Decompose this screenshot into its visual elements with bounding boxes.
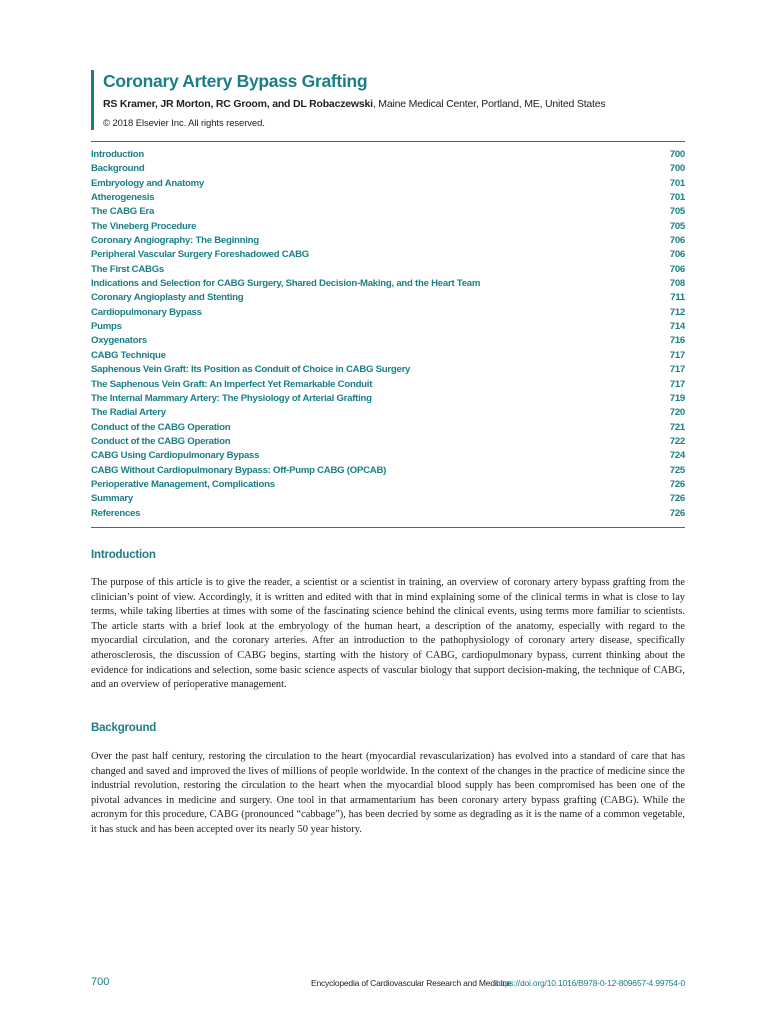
toc-entry-label: Introduction: [91, 149, 144, 160]
table-of-contents: [91, 148, 685, 521]
toc-entry[interactable]: [91, 320, 685, 334]
toc-entry[interactable]: [91, 234, 685, 248]
toc-entry-label: Oxygenators: [91, 335, 147, 347]
toc-entry-page: 726: [669, 507, 685, 519]
toc-entry-label: The CABG Era: [91, 206, 155, 218]
copyright-notice: © 2018 Elsevier Inc. All rights reserved.: [103, 118, 265, 129]
toc-entry[interactable]: [91, 392, 685, 406]
toc-entry[interactable]: [91, 507, 685, 521]
article-header: [91, 70, 703, 130]
toc-entry-label: Atherogenesis: [91, 192, 155, 204]
toc-entry[interactable]: [91, 464, 685, 478]
toc-entry-page: 717: [669, 364, 685, 376]
author-names: RS Kramer, JR Morton, RC Groom, and DL Robaczewski: [103, 98, 373, 110]
toc-entry-label: Peripheral Vascular Surgery Foreshadowed CABG: [91, 249, 310, 261]
toc-entry-page: 712: [669, 306, 685, 318]
toc-entry-label: Embryology and Anatomy: [91, 177, 205, 189]
toc-entry-page: 724: [669, 450, 685, 462]
toc-entry-label: The Radial Artery: [91, 407, 166, 419]
toc-entry-label: Conduct of the CABG Operation: [91, 435, 231, 447]
toc-entry[interactable]: [91, 406, 685, 420]
toc-entry[interactable]: [91, 177, 685, 191]
toc-entry-label: Saphenous Vein Graft: Its Position as Conduit of Choice in CABG Surgery: [91, 364, 411, 376]
toc-entry-label: The Vineberg Procedure: [91, 220, 197, 232]
toc-entry-label: The Saphenous Vein Graft: An Imperfect Yet Remarkable Conduit: [91, 378, 373, 390]
toc-entry[interactable]: [91, 277, 685, 291]
toc-entry[interactable]: [91, 248, 685, 262]
section-heading-introduction: Introduction: [91, 549, 156, 561]
toc-entry-page: 714: [669, 321, 685, 333]
toc-entry-page: 700: [669, 149, 685, 160]
footer-doi-link[interactable]: https://doi.org/10.1016/B978-0-12-809657-4.99754-0: [496, 978, 685, 988]
toc-entry-label: Perioperative Management, Complications: [91, 478, 275, 490]
toc-entry-page: 726: [669, 478, 685, 490]
toc-entry[interactable]: [91, 205, 685, 219]
section-text-introduction: The purpose of this article is to give the reader, a scientist or a scientist in training, an overview of coronary artery bypass grafting from the clinician’s point of view. Accordingly, it is written and edited with that in mind explaining some of the clinical terms in what is close to lay terms, while taking liberties at times with some of the fascinating science behind the clinical events, using terms more familiar to scientists. The article starts with a brief look at the embryology of the human heart, a description of the anatomy, especially with regard to the myocardial circulation, and the coronary arteries. After an introduction to the pathophysiology of coronary artery disease, specifically atherosclerosis, the discussion of CABG begins, starting with the history of CABG, cardiopulmonary bypass, current thinking about the evidence for indications and selection, some basic science aspects of vascular biology that support decision-making, the technique of CABG, and an overview of perioperative management.: [91, 577, 685, 691]
toc-entry[interactable]: [91, 478, 685, 492]
toc-entry-label: Background: [91, 163, 145, 175]
toc-entry-page: 706: [669, 249, 685, 261]
toc-entry-page: 722: [669, 435, 685, 447]
toc-entry-label: Coronary Angiography: The Beginning: [91, 235, 259, 247]
toc-entry[interactable]: [91, 449, 685, 463]
footer-page-number: 700: [91, 976, 110, 988]
toc-entry[interactable]: [91, 492, 685, 506]
toc-entry[interactable]: [91, 148, 685, 162]
toc-entry-page: 705: [669, 220, 685, 232]
toc-entry[interactable]: [91, 306, 685, 320]
toc-entry-label: CABG Using Cardiopulmonary Bypass: [91, 450, 260, 462]
toc-bottom-divider: [91, 527, 685, 528]
toc-entry-label: Indications and Selection for CABG Surgery, Shared Decision-Making, and the Heart Team: [91, 278, 481, 290]
author-line: [103, 97, 703, 111]
page-footer: [91, 976, 685, 990]
toc-entry-page: 717: [669, 378, 685, 390]
toc-entry[interactable]: [91, 421, 685, 435]
footer-journal-title: Encyclopedia of Cardiovascular Research and Medicine: [311, 978, 512, 988]
toc-entry[interactable]: [91, 291, 685, 305]
toc-entry-page: 708: [669, 278, 685, 290]
toc-entry-label: Summary: [91, 493, 133, 505]
section-text-background: Over the past half century, restoring the circulation to the heart (myocardial revascularization) has evolved into a standard of care that has changed and saved and improved the lives of millions of people worldwide. In the context of the changes in the practice of medicine since the industrial revolution, restoring the circulation to the heart when the myocardial blood supply has been compromised has been one of the pivotal advances in medicine and surgery. One tool in that armamentarium has been coronary artery bypass grafting (CABG). While the acronym for this procedure, CABG (pronounced “cabbage”), has been decried by some as degrading as it is the name of a common vegetable, it has stuck and has been accepted over its nearly 50 year history.: [91, 751, 685, 835]
toc-entry[interactable]: [91, 334, 685, 348]
toc-entry-label: The Internal Mammary Artery: The Physiology of Arterial Grafting: [91, 392, 372, 404]
toc-entry[interactable]: [91, 263, 685, 277]
article-title: Coronary Artery Bypass Grafting: [103, 71, 368, 91]
toc-entry-page: 701: [669, 192, 685, 204]
toc-entry[interactable]: [91, 191, 685, 205]
toc-entry-label: CABG Technique: [91, 349, 166, 361]
toc-entry-page: 720: [669, 407, 685, 419]
toc-entry-page: 717: [669, 349, 685, 361]
toc-entry-label: CABG Without Cardiopulmonary Bypass: Off-Pump CABG (OPCAB): [91, 464, 387, 476]
toc-entry-page: 721: [669, 421, 685, 433]
author-affiliation: , Maine Medical Center, Portland, ME, United States: [372, 98, 606, 110]
toc-top-divider: [91, 141, 685, 142]
toc-entry-page: 716: [669, 335, 685, 347]
toc-entry-page: 706: [669, 235, 685, 247]
toc-entry-label: Conduct of the CABG Operation: [91, 421, 231, 433]
toc-entry-label: References: [91, 507, 141, 519]
toc-entry-page: 705: [669, 206, 685, 218]
toc-entry[interactable]: [91, 220, 685, 234]
toc-entry[interactable]: [91, 349, 685, 363]
toc-entry-label: The First CABGs: [91, 263, 165, 275]
toc-entry-page: 706: [669, 263, 685, 275]
toc-entry-page: 725: [669, 464, 685, 476]
section-heading-background: Background: [91, 722, 157, 734]
toc-entry[interactable]: [91, 435, 685, 449]
toc-entry[interactable]: [91, 162, 685, 176]
toc-entry-label: Coronary Angioplasty and Stenting: [91, 292, 244, 304]
toc-entry-page: 711: [670, 292, 685, 304]
toc-entry[interactable]: [91, 378, 685, 392]
toc-entry-label: Cardiopulmonary Bypass: [91, 306, 202, 318]
toc-entry-page: 719: [669, 392, 685, 404]
toc-entry-page: 726: [669, 493, 685, 505]
toc-entry-page: 701: [669, 177, 685, 189]
toc-entry-page: 700: [669, 163, 685, 175]
toc-entry-label: Pumps: [91, 321, 122, 333]
toc-entry[interactable]: [91, 363, 685, 377]
